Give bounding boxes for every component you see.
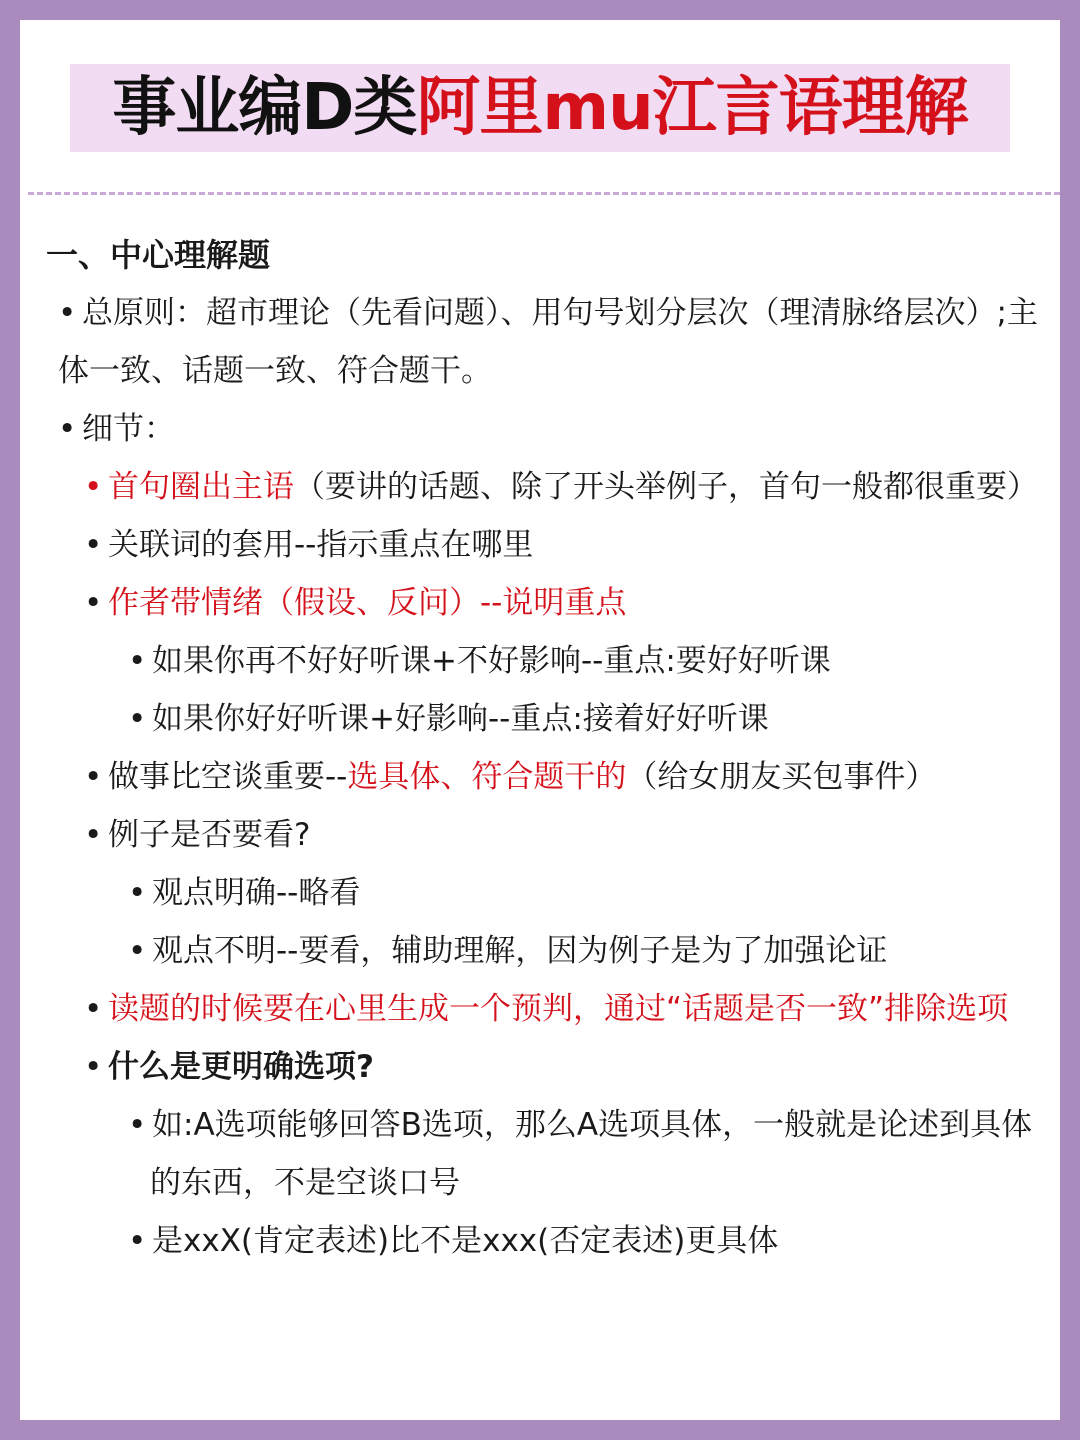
bullet-icon: • xyxy=(128,643,147,679)
bullet-icon: • xyxy=(84,817,103,853)
page-title xyxy=(70,64,1010,152)
detail-item-3-text: 作者带情绪（假设、反问）--说明重点 xyxy=(108,585,627,621)
detail-item-3-sub-1-text: 如果你再不好好听课+不好影响--重点:要好好听课 xyxy=(152,643,831,679)
bullet-icon: • xyxy=(84,585,103,621)
detail-item-5-sub-1-text: 观点明确--略看 xyxy=(152,875,361,911)
detail-item-4-a: 做事比空谈重要-- xyxy=(108,759,348,795)
bullet-icon: • xyxy=(128,1107,147,1143)
detail-item-3 xyxy=(46,574,1041,632)
detail-item-2-text: 关联词的套用--指示重点在哪里 xyxy=(108,527,534,563)
bullet-icon: • xyxy=(128,1223,147,1259)
bullet-icon: • xyxy=(84,1049,103,1085)
bullet-icon: • xyxy=(84,759,103,795)
notes-body xyxy=(46,226,1041,1270)
dashed-divider xyxy=(28,192,1060,195)
detail-item-7-text: 什么是更明确选项? xyxy=(108,1049,374,1085)
section-heading: 一、中心理解题 xyxy=(46,236,271,274)
detail-item-5 xyxy=(46,806,1041,864)
detail-item-3-sub-2 xyxy=(46,690,1041,748)
detail-item-4-red: 选具体、符合题干的 xyxy=(347,759,627,795)
detail-item-5-sub-2-text: 观点不明--要看，辅助理解，因为例子是为了加强论证 xyxy=(152,933,888,969)
title-part-red: 阿里mu江言语理解 xyxy=(416,71,968,145)
bullet-icon: • xyxy=(84,469,103,505)
bullet-icon: • xyxy=(128,701,147,737)
detail-item-5-sub-1 xyxy=(46,864,1041,922)
principle-text: 总原则：超市理论（先看问题）、用句号划分层次（理清脉络层次）;主体一致、话题一致、符合题干。 xyxy=(58,295,1038,389)
detail-item-1 xyxy=(46,458,1041,516)
detail-item-3-sub-2-text: 如果你好好听课+好影响--重点:接着好好听课 xyxy=(152,701,769,737)
details-label: 细节： xyxy=(82,411,175,447)
bullet-icon: • xyxy=(128,875,147,911)
details-item xyxy=(46,400,1041,458)
detail-item-7-sub-1-text: 如:A选项能够回答B选项，那么A选项具体，一般就是论述到具体的东西，不是空谈口号 xyxy=(150,1107,1033,1201)
detail-item-5-text: 例子是否要看? xyxy=(108,817,311,853)
bullet-icon: • xyxy=(128,933,147,969)
detail-item-1-rest: （要讲的话题、除了开头举例子，首句一般都很重要） xyxy=(294,469,1038,505)
detail-item-5-sub-2 xyxy=(46,922,1041,980)
detail-item-7-sub-2-text: 是xxX(肯定表述)比不是xxx(否定表述)更具体 xyxy=(152,1223,779,1259)
detail-item-3-sub-1 xyxy=(46,632,1041,690)
content-card xyxy=(20,20,1060,1420)
bullet-icon: • xyxy=(84,527,103,563)
title-part-black: 事业编D类 xyxy=(112,71,417,145)
detail-item-7-sub-2 xyxy=(46,1212,1041,1270)
detail-item-1-red: 首句圈出主语 xyxy=(108,469,294,505)
detail-item-2 xyxy=(46,516,1041,574)
bullet-icon: • xyxy=(58,295,77,331)
detail-item-6 xyxy=(46,980,1041,1038)
detail-item-7-sub-1 xyxy=(46,1096,1041,1212)
detail-item-4 xyxy=(46,748,1041,806)
bullet-icon: • xyxy=(84,991,103,1027)
principle-item xyxy=(46,284,1041,400)
detail-item-6-text: 读题的时候要在心里生成一个预判，通过“话题是否一致”排除选项 xyxy=(108,991,1009,1027)
bullet-icon: • xyxy=(58,411,77,447)
detail-item-7 xyxy=(46,1038,1041,1096)
detail-item-4-b: （给女朋友买包事件） xyxy=(626,759,937,795)
